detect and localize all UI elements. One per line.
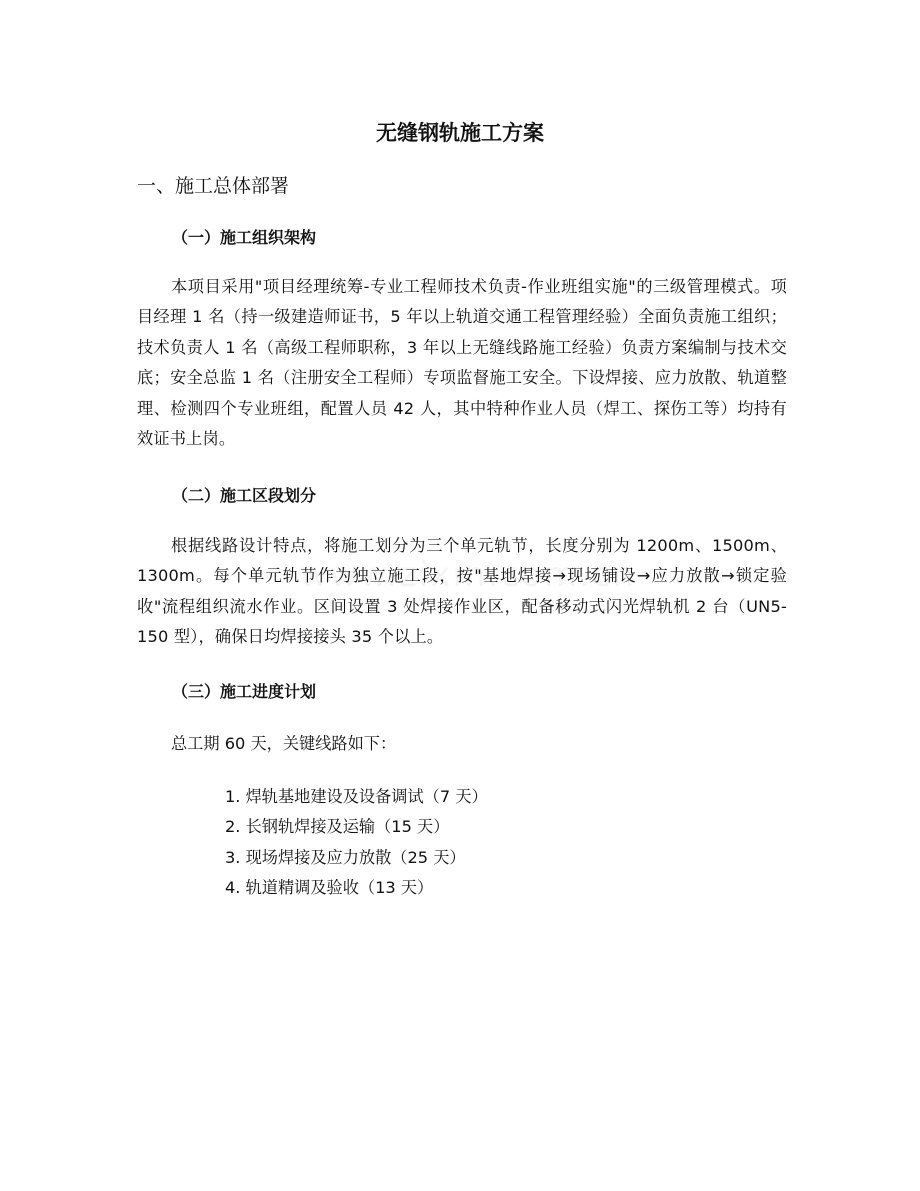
list-item: 2. 长钢轨焊接及运输（15 天） [225,817,450,837]
subsection-heading-division: （二）施工区段划分 [172,486,317,505]
paragraph-division: 根据线路设计特点，将施工划分为三个单元轨节，长度分别为 1200m、1500m、1300m。每个单元轨节作为独立施工段，按"基地焊接→现场铺设→应力放散→锁定验收"流程组织流水作业。区间设置 3 处焊接作业区，配备移动式闪光焊轨机 2 台（UN5-150 型），确保日均焊接接头 35 个以上。 [137,536,787,647]
schedule-intro: 总工期 60 天，关键线路如下： [171,734,397,753]
list-item: 4. 轨道精调及验收（13 天） [225,878,434,898]
subsection-heading-schedule: （三）施工进度计划 [172,682,317,701]
subsection-heading-organization: （一）施工组织架构 [172,228,317,247]
list-item: 1. 焊轨基地建设及设备调试（7 天） [225,787,488,806]
paragraph-organization: 本项目采用"项目经理统筹-专业工程师技术负责-作业班组实施"的三级管理模式。项目经理 1 名（持一级建造师证书，5 年以上轨道交通工程管理经验）全面负责施工组织；技术负责人 1 名（高级工程师职称，3 年以上无缝线路施工经验）负责方案编制与技术交底；安全总监 1 名（注册安全工程师）专项监督施工安全。下设焊接、应力放散、轨道整理、检测四个专业班组，配置人员 42 人，其中特种作业人员（焊工、探伤工等）均持有效证书上岗。 [137,277,787,449]
section-heading-1: 一、施工总体部署 [137,175,290,197]
list-item: 3. 现场焊接及应力放散（25 天） [225,847,466,867]
schedule-list [225,782,488,904]
document-title: 无缝钢轨施工方案 [376,121,544,145]
